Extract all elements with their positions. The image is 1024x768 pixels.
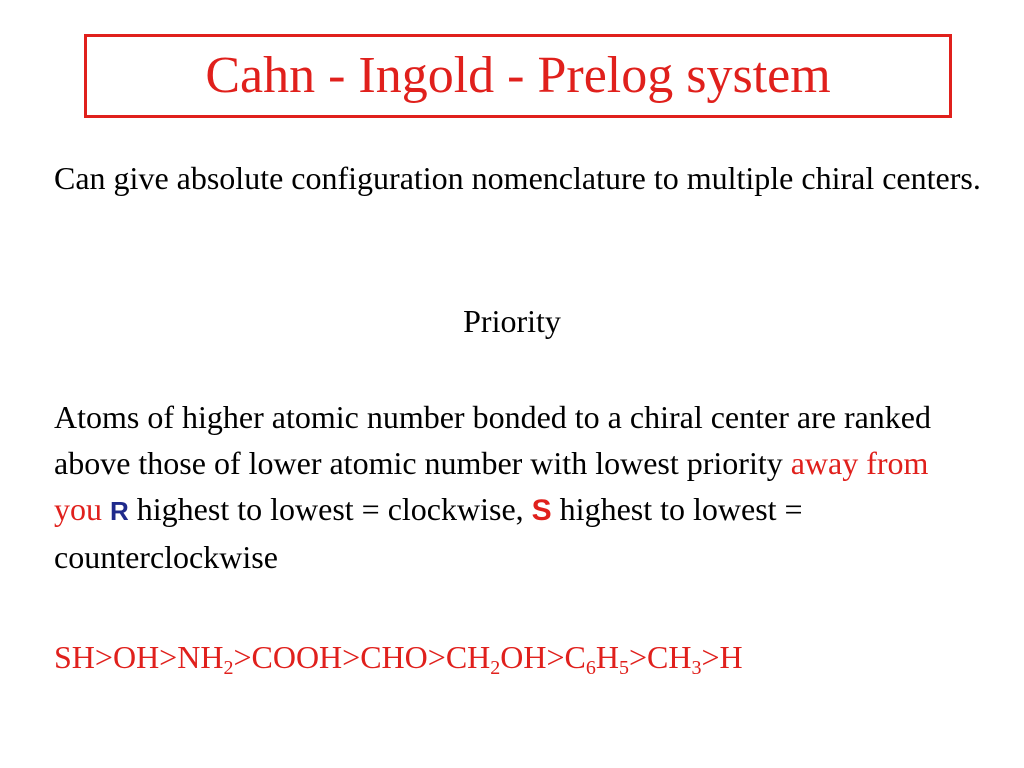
intro-paragraph: Can give absolute configuration nomenclature to multiple chiral centers. bbox=[54, 160, 981, 196]
priority-sub-1: 2 bbox=[223, 657, 234, 679]
away-from-you-text: away from you bbox=[54, 445, 929, 527]
priority-seg-5: >CH bbox=[628, 639, 692, 675]
s-configuration-label: S bbox=[531, 494, 552, 527]
priority-seg-6: >H bbox=[701, 639, 743, 675]
priority-seg-2: >COOH>CHO>CH bbox=[233, 639, 491, 675]
r-configuration-label: R bbox=[110, 496, 129, 526]
slide-title: Cahn - Ingold - Prelog system bbox=[205, 47, 831, 104]
priority-seg-3: OH>C bbox=[500, 639, 586, 675]
priority-seg-1: SH>OH>NH bbox=[54, 639, 224, 675]
priority-sub-4: 5 bbox=[618, 657, 629, 679]
rule-text-part3: highest to lowest = counterclockwise bbox=[54, 491, 803, 575]
priority-order-line bbox=[54, 634, 743, 680]
priority-sub-3: 6 bbox=[585, 657, 596, 679]
priority-sub-2: 2 bbox=[490, 657, 501, 679]
priority-seg-4: H bbox=[595, 639, 619, 675]
rule-text-part1: Atoms of higher atomic number bonded to a chiral center are ranked above those of lower atomic number with lowest priority bbox=[54, 399, 931, 481]
rule-paragraph bbox=[54, 394, 984, 580]
priority-sub-5: 3 bbox=[691, 657, 702, 679]
title-box bbox=[84, 34, 952, 118]
rule-text-part2: highest to lowest = clockwise, bbox=[128, 491, 532, 527]
priority-heading: Priority bbox=[463, 303, 561, 339]
